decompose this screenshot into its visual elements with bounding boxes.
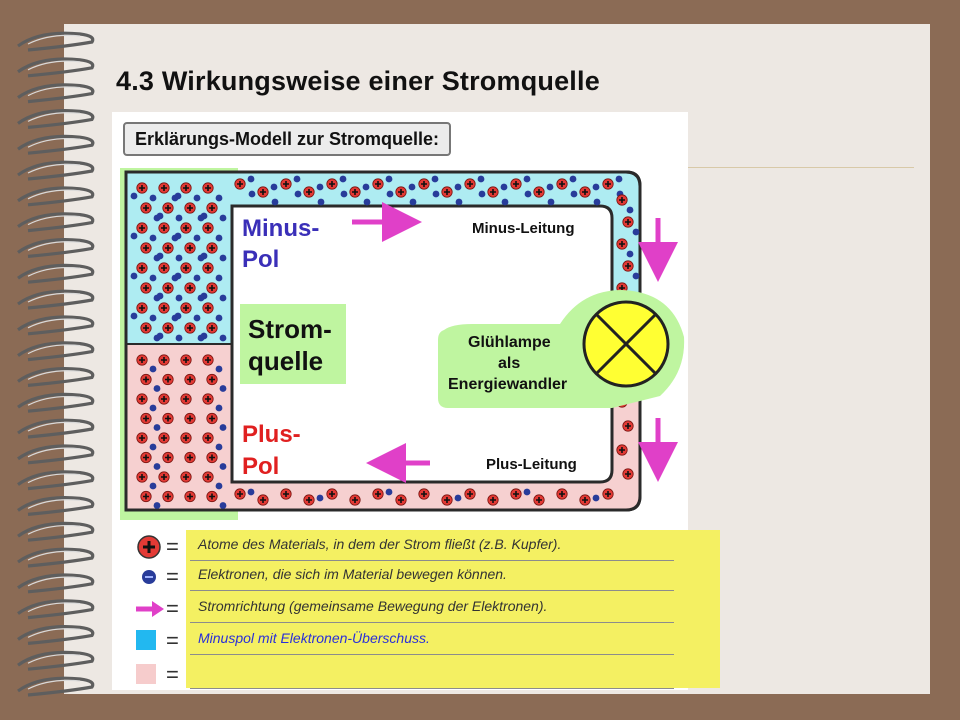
electron-marker xyxy=(593,184,600,191)
electron-marker xyxy=(150,444,157,451)
lamp-label-2: als xyxy=(498,355,521,372)
electron-marker xyxy=(249,191,256,198)
plus-pol-label-2: Pol xyxy=(242,453,280,480)
electron-marker xyxy=(627,251,634,258)
electron-marker xyxy=(175,193,182,200)
electron-marker xyxy=(547,184,554,191)
electron-marker xyxy=(201,213,208,220)
electron-marker xyxy=(633,273,640,280)
source-label-2: quelle xyxy=(248,346,324,376)
electron-marker xyxy=(220,215,227,222)
electron-marker xyxy=(594,199,601,206)
electron-marker xyxy=(194,315,201,322)
legend-line xyxy=(190,590,674,591)
electron-marker xyxy=(154,502,161,509)
electron-marker xyxy=(627,207,634,214)
electron-marker xyxy=(131,193,138,200)
electron-marker xyxy=(176,255,183,262)
electron-marker xyxy=(150,235,157,242)
plus-line-label: Plus-Leitung xyxy=(486,456,577,473)
electron-marker xyxy=(502,199,509,206)
minus-pol-label-1: Minus- xyxy=(242,215,320,242)
electron-marker xyxy=(157,293,164,300)
electron-marker xyxy=(150,366,157,373)
electron-marker xyxy=(176,215,183,222)
legend-text-minuspol: Minuspol mit Elektronen-Überschuss. xyxy=(198,630,430,646)
electron-marker xyxy=(154,424,161,431)
electron-marker xyxy=(387,191,394,198)
electron-marker xyxy=(150,275,157,282)
electron-marker xyxy=(175,233,182,240)
electron-marker xyxy=(150,315,157,322)
current-source-diagram xyxy=(112,112,688,532)
electron-marker xyxy=(201,253,208,260)
legend-text-electron: Elektronen, die sich im Material bewegen können. xyxy=(198,566,507,582)
electron-marker xyxy=(524,489,531,496)
electron-marker xyxy=(220,335,227,342)
electron-marker xyxy=(363,184,370,191)
electron-marker xyxy=(131,233,138,240)
electron-marker xyxy=(570,176,577,183)
electron-marker xyxy=(216,366,223,373)
electron-marker xyxy=(364,199,371,206)
legend-line xyxy=(190,622,674,623)
electron-marker xyxy=(478,176,485,183)
electron-marker xyxy=(571,191,578,198)
electron-marker xyxy=(131,273,138,280)
legend-line xyxy=(190,688,674,689)
electron-marker xyxy=(157,213,164,220)
legend-line xyxy=(190,654,674,655)
electron-marker xyxy=(294,176,301,183)
electron-marker xyxy=(150,483,157,490)
legend-equals: = xyxy=(166,662,179,687)
electron-marker xyxy=(455,184,462,191)
legend-equals: = xyxy=(166,596,179,621)
electron-marker xyxy=(433,191,440,198)
electron-marker xyxy=(616,176,623,183)
electron-marker xyxy=(295,191,302,198)
plus-icon xyxy=(136,534,162,560)
electron-marker xyxy=(194,235,201,242)
electron-marker xyxy=(154,385,161,392)
source-label-1: Strom- xyxy=(248,314,332,344)
legend-text-proton: Atome des Materials, in dem der Strom fließt (z.B. Kupfer). xyxy=(198,536,562,552)
electron-marker xyxy=(131,313,138,320)
electron-marker xyxy=(201,333,208,340)
electron-marker xyxy=(201,293,208,300)
lamp-label-1: Glühlampe xyxy=(468,334,551,351)
electron-marker xyxy=(548,199,555,206)
electron-marker xyxy=(220,502,227,509)
lamp-label-3: Energiewandler xyxy=(448,376,568,393)
electron-marker xyxy=(248,489,255,496)
legend-line xyxy=(190,560,674,561)
arrow-icon xyxy=(136,596,166,622)
electron-marker xyxy=(525,191,532,198)
electron-marker xyxy=(479,191,486,198)
electron-marker xyxy=(216,444,223,451)
electron-marker xyxy=(432,176,439,183)
electron-marker xyxy=(386,489,393,496)
electron-marker xyxy=(410,199,417,206)
electron-marker xyxy=(216,235,223,242)
electron-marker xyxy=(524,176,531,183)
minus-pol-label-2: Pol xyxy=(242,246,280,273)
spiral-binding xyxy=(10,20,110,710)
electron-marker xyxy=(317,184,324,191)
electron-marker xyxy=(455,495,462,502)
electron-marker xyxy=(150,405,157,412)
electron-marker xyxy=(157,333,164,340)
electron-marker xyxy=(194,275,201,282)
electron-marker xyxy=(220,463,227,470)
electron-icon xyxy=(136,564,162,590)
electron-marker xyxy=(194,195,201,202)
electron-marker xyxy=(157,253,164,260)
electron-marker xyxy=(216,195,223,202)
electron-marker xyxy=(216,405,223,412)
electron-marker xyxy=(176,335,183,342)
electron-marker xyxy=(317,495,324,502)
electron-marker xyxy=(175,313,182,320)
plus-pol-swatch xyxy=(136,664,156,684)
electron-marker xyxy=(340,176,347,183)
electron-marker xyxy=(501,184,508,191)
electron-marker xyxy=(271,184,278,191)
plus-pol-label-1: Plus- xyxy=(242,421,301,448)
electron-marker xyxy=(220,385,227,392)
electron-marker xyxy=(318,199,325,206)
electron-marker xyxy=(154,463,161,470)
electron-marker xyxy=(386,176,393,183)
electron-marker xyxy=(150,195,157,202)
legend-equals: = xyxy=(166,564,179,589)
electron-marker xyxy=(220,424,227,431)
electron-marker xyxy=(220,295,227,302)
legend-equals: = xyxy=(166,534,179,559)
electron-marker xyxy=(216,315,223,322)
electron-marker xyxy=(220,255,227,262)
electron-marker xyxy=(272,199,279,206)
legend-equals: = xyxy=(166,628,179,653)
electron-marker xyxy=(248,176,255,183)
electron-marker xyxy=(409,184,416,191)
electron-marker xyxy=(216,275,223,282)
minus-line-label: Minus-Leitung xyxy=(472,220,575,237)
legend-text-arrow: Stromrichtung (gemeinsame Bewegung der Elektronen). xyxy=(198,598,548,614)
slide-title: 4.3 Wirkungsweise einer Stromquelle xyxy=(116,66,600,96)
electron-marker xyxy=(175,273,182,280)
electron-marker xyxy=(176,295,183,302)
minus-pol-swatch xyxy=(136,630,156,650)
model-heading: Erklärungs-Modell zur Stromquelle: xyxy=(123,122,451,156)
electron-marker xyxy=(341,191,348,198)
electron-marker xyxy=(633,229,640,236)
electron-marker xyxy=(593,495,600,502)
electron-marker xyxy=(216,483,223,490)
electron-marker xyxy=(456,199,463,206)
